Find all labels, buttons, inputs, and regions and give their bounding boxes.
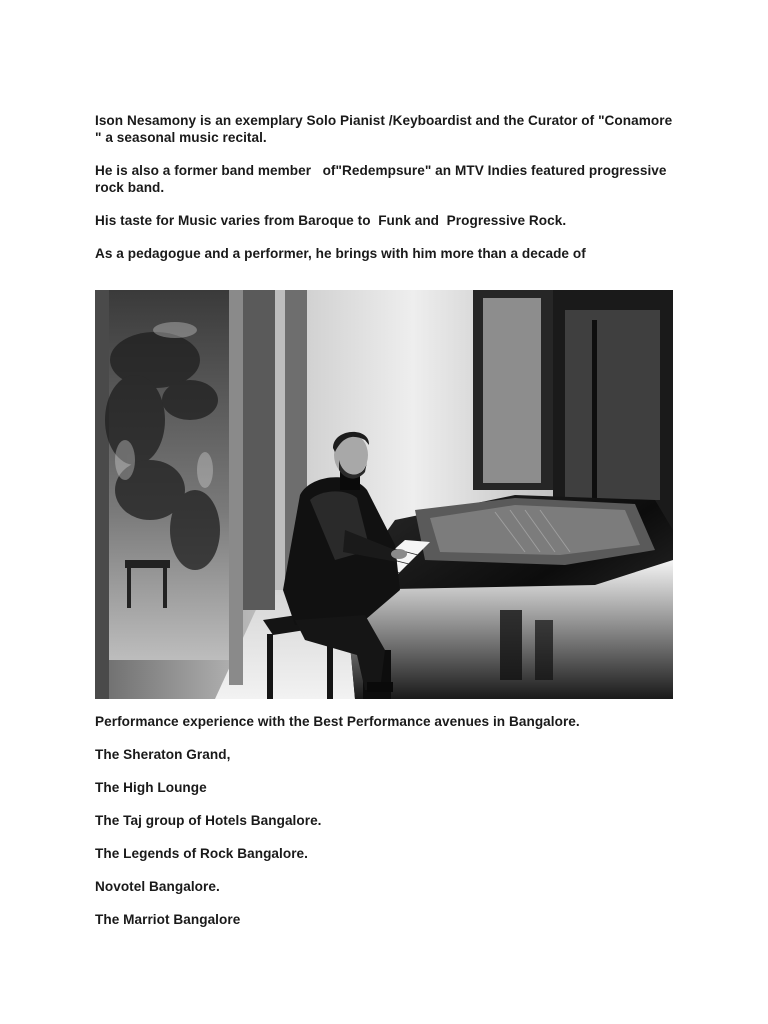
venue-item: The Taj group of Hotels Bangalore.	[95, 813, 322, 828]
venue-item: The Legends of Rock Bangalore.	[95, 846, 308, 861]
intro-paragraph-3: His taste for Music varies from Baroque to Funk and Progressive Rock.	[95, 213, 567, 228]
venue-item: The Sheraton Grand,	[95, 747, 231, 762]
intro-paragraph-1: Ison Nesamony is an exemplary Solo Pianist /Keyboardist and the Curator of "Conamore " a seasonal music recital.	[95, 113, 677, 145]
venue-item: The High Lounge	[95, 780, 207, 795]
experience-heading: Performance experience with the Best Performance avenues in Bangalore.	[95, 714, 580, 729]
pianist-photo	[95, 290, 673, 699]
intro-section	[95, 112, 675, 262]
pianist-photo-illustration	[95, 290, 673, 699]
venues-section	[95, 713, 675, 944]
venue-item: The Marriot Bangalore	[95, 912, 241, 927]
intro-paragraph-4: As a pedagogue and a performer, he brings with him more than a decade of	[95, 246, 586, 261]
intro-paragraph-2: He is also a former band member of"Redempsure" an MTV Indies featured progressive rock band.	[95, 163, 671, 195]
venue-item: Novotel Bangalore.	[95, 879, 220, 894]
